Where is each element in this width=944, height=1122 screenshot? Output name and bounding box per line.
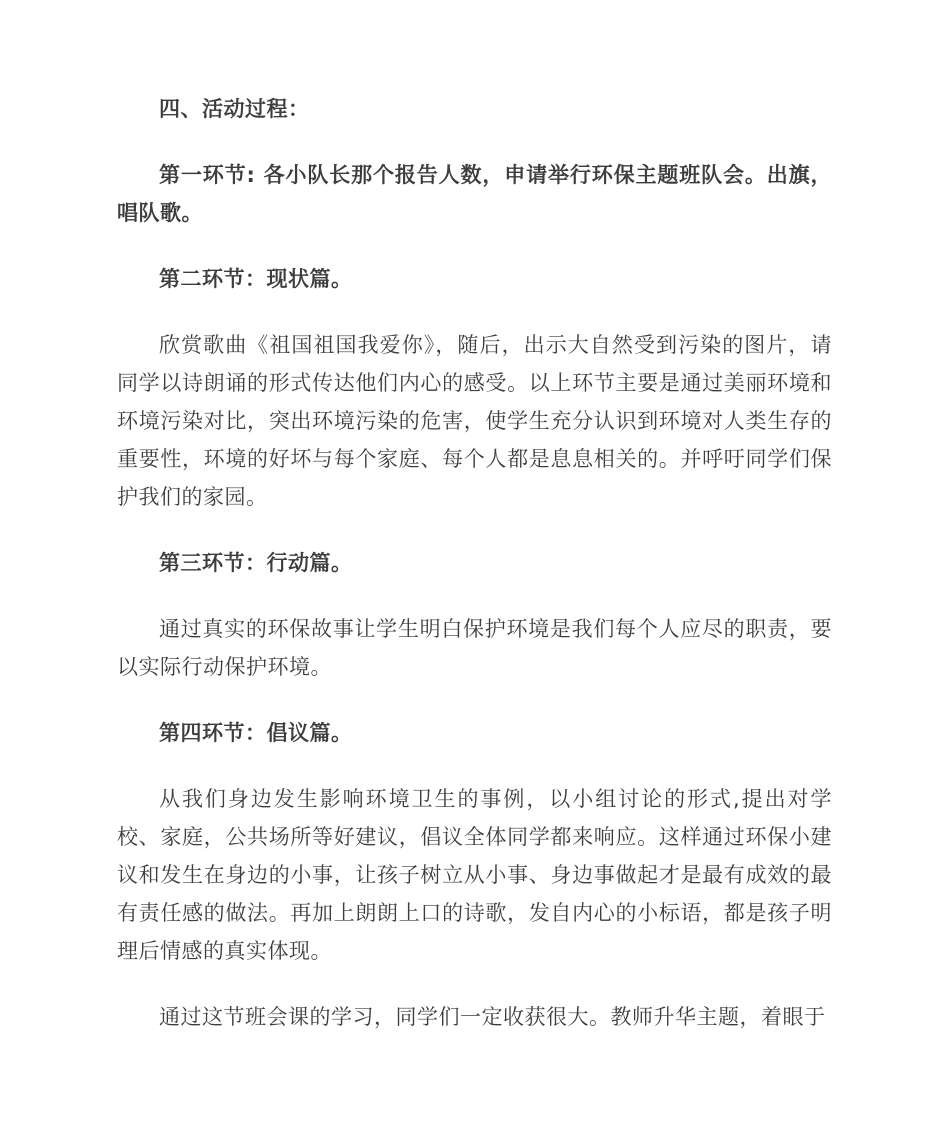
body-paragraph: 欣赏歌曲《祖国祖国我爱你》，随后，出示大自然受到污染的图片，请同学以诗朗诵的形式传达他们内心的感受。以上环节主要是通过美丽环境和环境污染对比，突出环境污染的危害，使学生充分认识到环境对人类生存的重要性，环境的好坏与每个家庭、每个人都是息息相关的。并呼吁同学们保护我们的家园。 [117, 333, 832, 509]
section-heading: 第四环节：倡议篇。 [159, 721, 353, 745]
body-paragraph: 通过这节班会课的学习，同学们一定收获很大。教师升华主题，着眼于 [159, 1005, 826, 1029]
body-paragraph: 通过真实的环保故事让学生明白保护环境是我们每个人应尽的职责，要以实际行动保护环境。 [117, 617, 832, 679]
document-body [117, 90, 832, 1036]
body-paragraph: 从我们身边发生影响环境卫生的事例，以小组讨论的形式,提出对学校、家庭，公共场所等好建议，倡议全体同学都来响应。这样通过环保小建议和发生在身边的小事，让孩子树立从小事、身边事做起才是最有成效的最有责任感的做法。再加上朗朗上口的诗歌，发自内心的小标语，都是孩子明理后情感的真实体现。 [117, 787, 832, 963]
section-heading: 四、活动过程： [159, 97, 310, 121]
section-heading: 第二环节：现状篇。 [159, 267, 353, 291]
section-heading: 第一环节: 各小队长那个报告人数，申请举行环保主题班队会。出旗，唱队歌。 [117, 163, 832, 225]
section-heading: 第三环节：行动篇。 [159, 551, 353, 575]
